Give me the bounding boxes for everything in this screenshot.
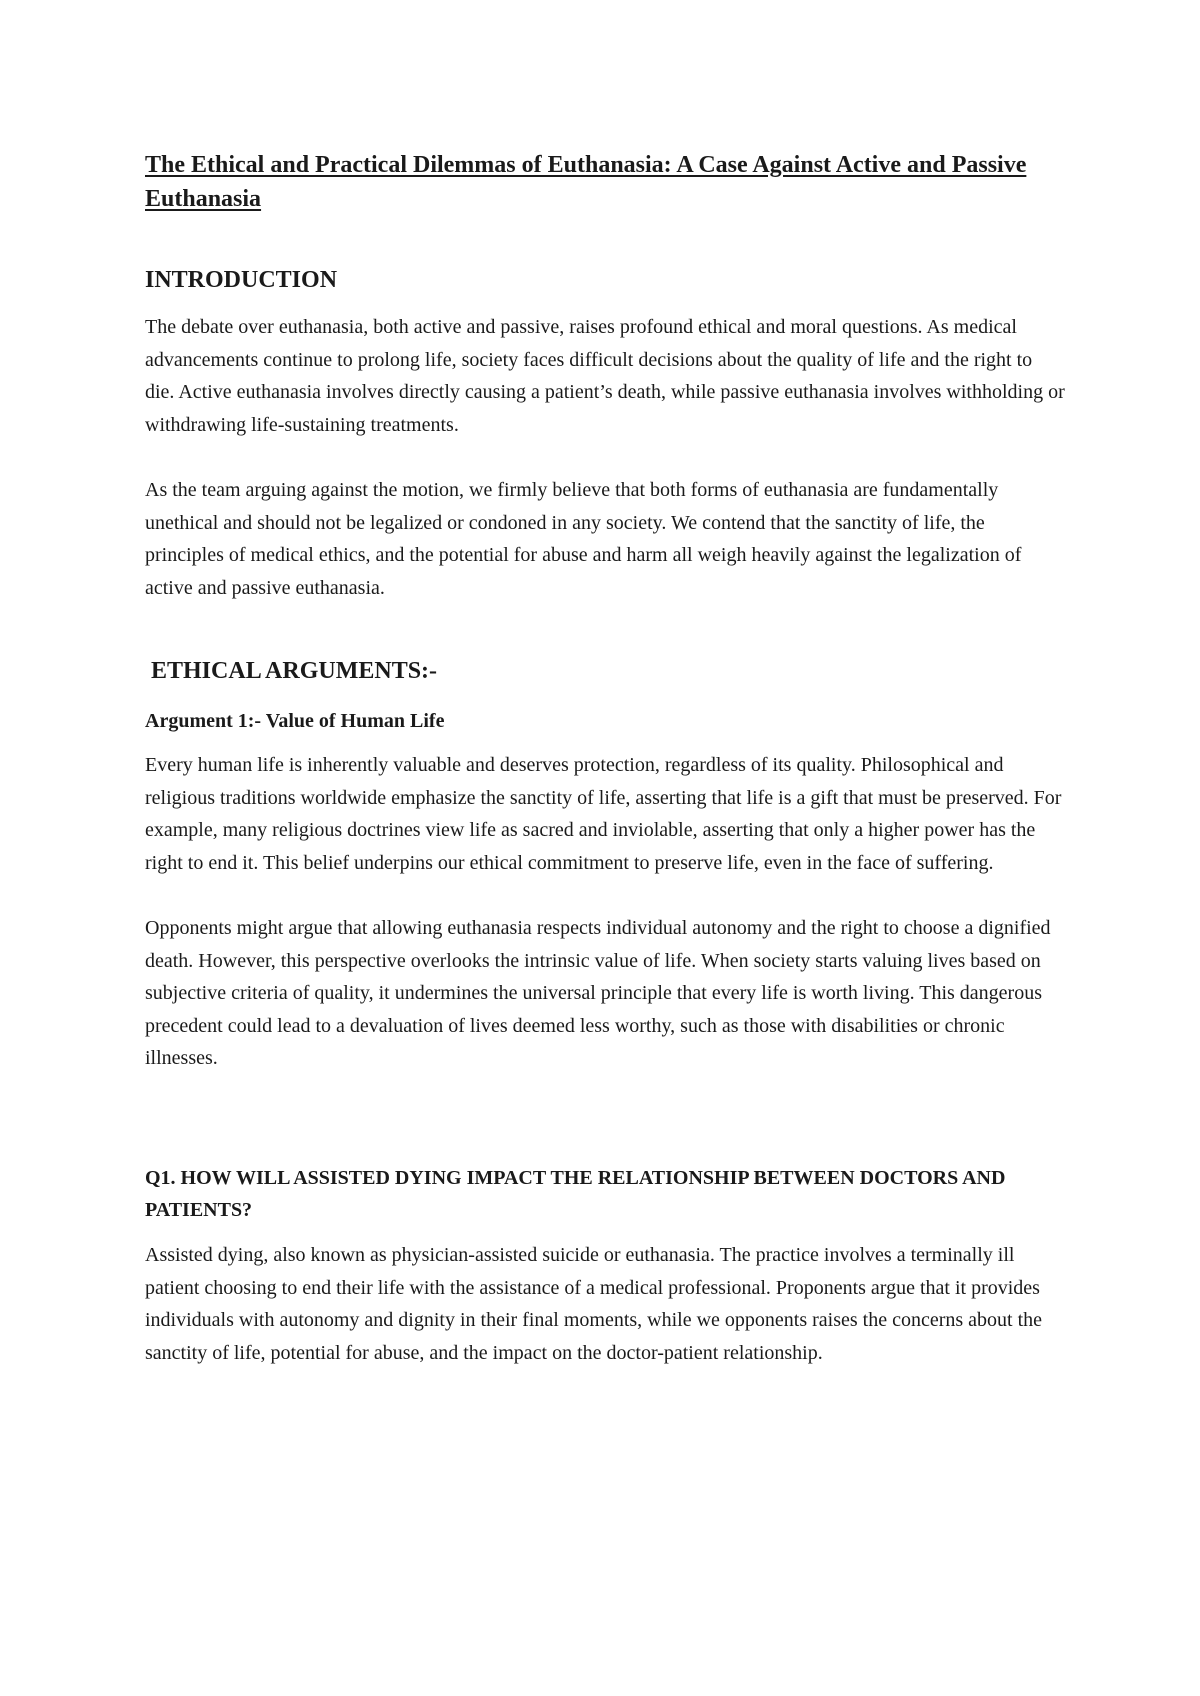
introduction-paragraph-2: As the team arguing against the motion, we firmly believe that both forms of euthanasia are fundamentally unethical and should not be legalized or condoned in any society. We contend that the sanctity of life, the principles of medical ethics, and the potential for abuse and harm all weigh heavily against the legalization of active and passive euthanasia. (145, 479, 1022, 599)
argument-1-paragraph-1: Every human life is inherently valuable and deserves protection, regardless of its quality. Philosophical and religious traditions worldwide emphasize the sanctity of life, asserting that life is a gift that must be preserved. For example, many religious doctrines view life as sacred and inviolable, asserting that only a higher power has the right to end it. This belief underpins our ethical commitment to preserve life, even in the face of suffering. (145, 754, 1062, 874)
ethical-arguments-heading: ETHICAL ARGUMENTS:- (145, 658, 438, 684)
argument-1-heading: Argument 1:- Value of Human Life (145, 710, 445, 732)
introduction-heading: INTRODUCTION (145, 267, 338, 293)
question-1-heading: Q1. HOW WILL ASSISTED DYING IMPACT THE RELATIONSHIP BETWEEN DOCTORS AND PATIENTS? (145, 1167, 1006, 1221)
document-title: The Ethical and Practical Dilemmas of Euthanasia: A Case Against Active and Passive Euthanasia (145, 152, 1027, 212)
argument-1-paragraph-2: Opponents might argue that allowing euthanasia respects individual autonomy and the right to choose a dignified death. However, this perspective overlooks the intrinsic value of life. When society starts valuing lives based on subjective criteria of quality, it undermines the universal principle that every life is worth living. This dangerous precedent could lead to a devaluation of lives deemed less worthy, such as those with disabilities or chronic illnesses. (145, 917, 1051, 1069)
introduction-paragraph-1: The debate over euthanasia, both active and passive, raises profound ethical and moral questions. As medical advancements continue to prolong life, society faces difficult decisions about the quality of life and the right to die. Active euthanasia involves directly causing a patient’s death, while passive euthanasia involves withholding or withdrawing life-sustaining treatments. (145, 316, 1065, 436)
question-1-paragraph: Assisted dying, also known as physician-assisted suicide or euthanasia. The practice involves a terminally ill patient choosing to end their life with the assistance of a medical professional. Proponents argue that it provides individuals with autonomy and dignity in their final moments, while we opponents raises the concerns about the sanctity of life, potential for abuse, and the impact on the doctor-patient relationship. (145, 1244, 1043, 1364)
